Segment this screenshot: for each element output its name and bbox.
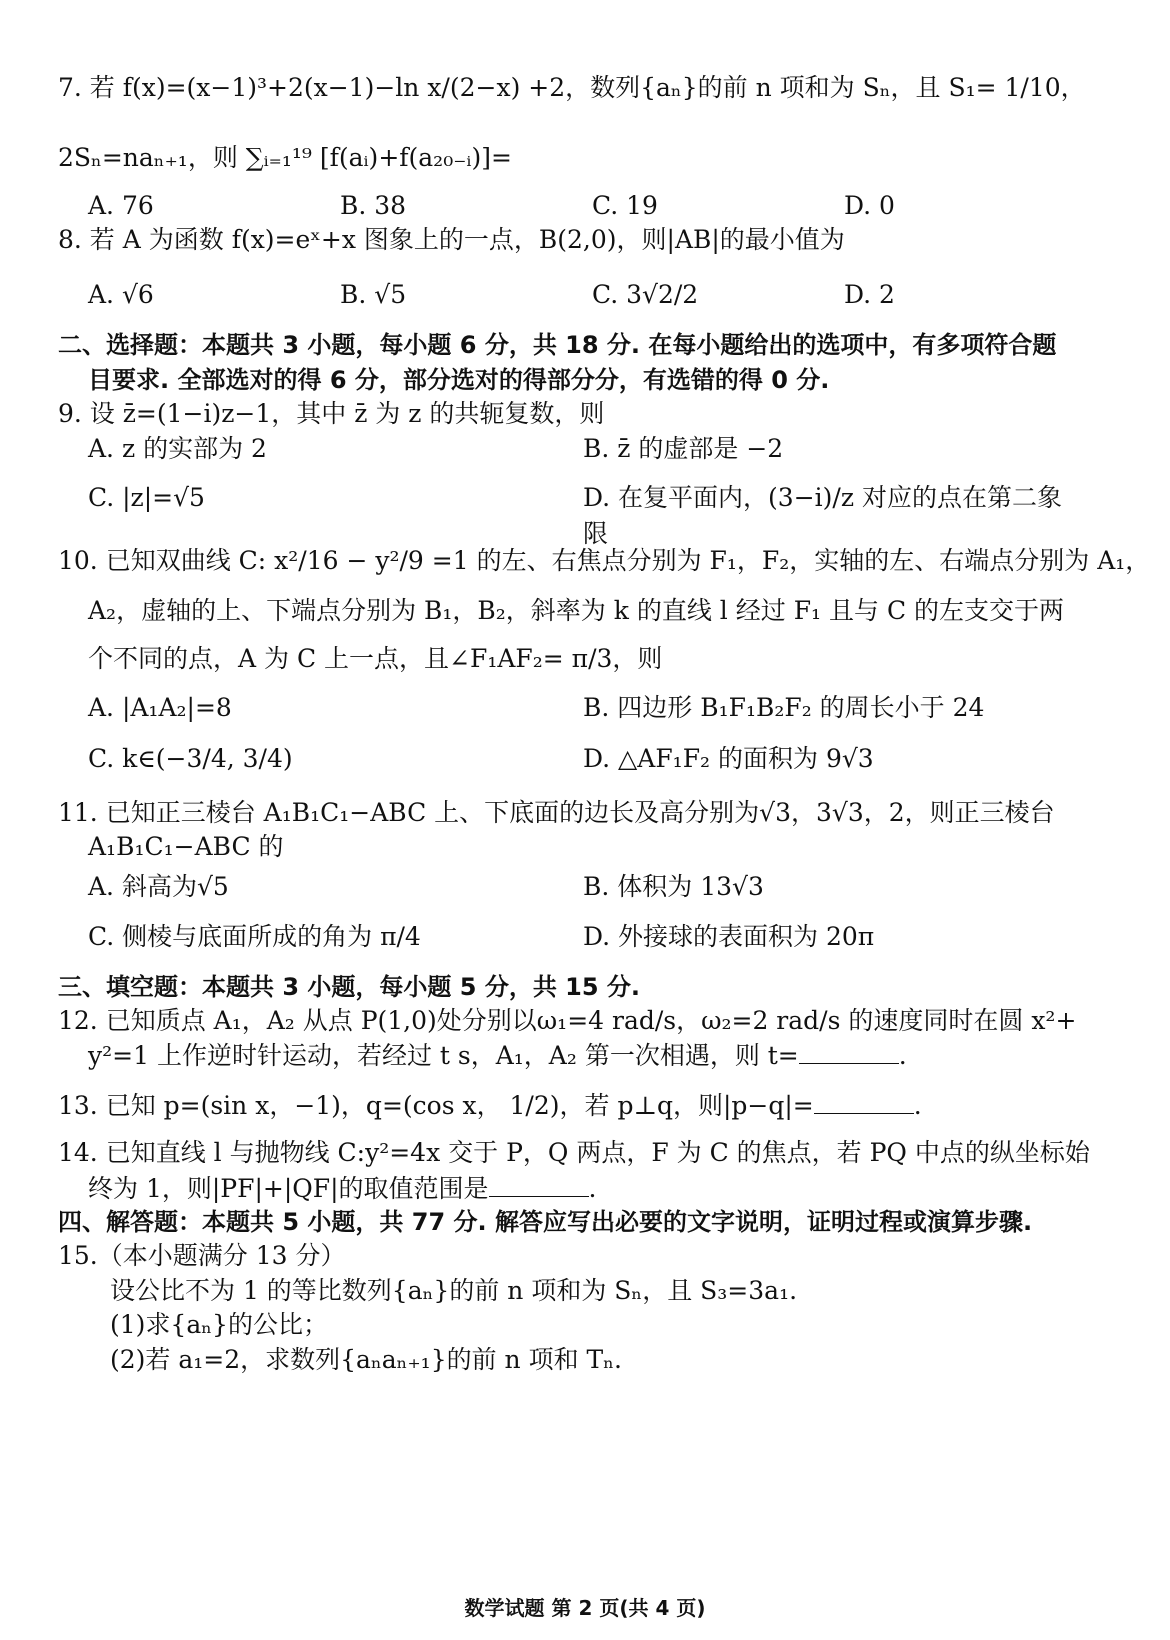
q14-line2-text: 终为 1，则|PF|+|QF|的取值范围是 [88,1174,489,1203]
q13-answer-blank[interactable] [814,1087,914,1114]
q11-options-row2 [88,919,1110,955]
q13-line [58,1087,1110,1124]
q13-stem: 13. 已知 p=(sin x，−1)，q=(cos x， 1/2)，若 p⊥q，则|p−q|= [58,1091,814,1120]
q10-option-b: B. 四边形 B₁F₁B₂F₂ 的周长小于 24 [583,693,985,722]
q15-part1: (1)求{aₙ}的公比； [110,1310,328,1339]
q14-line1: 14. 已知直线 l 与抛物线 C:y²=4x 交于 P，Q 两点，F 为 C 的焦点，若 PQ 中点的纵坐标始 [58,1138,1090,1167]
q8-option-a: A. √6 [88,280,154,309]
q7-options [88,188,1110,224]
q10-options-row1 [88,690,1110,726]
q9-option-a: A. z 的实部为 2 [88,434,267,463]
q7-line1: 7. 若 f(x)=(x−1)³+2(x−1)−ln x/(2−x) +2，数列{aₙ}的前 n 项和为 Sₙ，且 S₁= 1/10， [58,73,1086,102]
q15-part2: (2)若 a₁=2，求数列{aₙaₙ₊₁}的前 n 项和 Tₙ. [110,1345,622,1374]
q14-period: . [588,1174,597,1203]
q7-option-c: C. 19 [592,191,658,220]
q11-option-a: A. 斜高为√5 [88,872,229,901]
q8-options [88,277,1110,313]
q7-option-a: A. 76 [88,191,154,220]
q12-line1: 12. 已知质点 A₁，A₂ 从点 P(1,0)处分别以ω₁=4 rad/s，ω₂=2 rad/s 的速度同时在圆 x²+ [58,1006,1077,1035]
q12-line2 [88,1037,1110,1074]
q11-option-b: B. 体积为 13√3 [583,872,764,901]
q11-line2: A₁B₁C₁−ABC 的 [88,832,284,861]
page-footer: 数学试题 第 2 页(共 4 页) [464,1596,706,1620]
q7-line2: 2Sₙ=naₙ₊₁，则 ∑ᵢ₌₁¹⁹ [f(aᵢ)+f(a₂₀₋ᵢ)]= [58,143,512,172]
q7-option-b: B. 38 [340,191,407,220]
q9-options-row1 [88,431,1110,467]
q8-option-c: C. 3√2/2 [592,280,699,309]
q9-option-b: B. z̄ 的虚部是 −2 [583,434,784,463]
q11-options-row1 [88,869,1110,905]
q12-answer-blank[interactable] [799,1037,899,1064]
section2-heading-line1: 二、选择题：本题共 3 小题，每小题 6 分，共 18 分. 在每小题给出的选项中，有多项符合题 [58,331,1057,359]
q11-option-c: C. 侧棱与底面所成的角为 π/4 [88,922,421,951]
q7-option-d: D. 0 [844,191,895,220]
q10-option-c: C. k∈(−3/4, 3/4) [88,744,293,773]
q10-line2: A₂，虚轴的上、下端点分别为 B₁，B₂，斜率为 k 的直线 l 经过 F₁ 且与 C 的左支交于两 [88,596,1065,625]
q14-line2 [88,1170,1110,1207]
q12-period: . [898,1041,907,1070]
q10-line1: 10. 已知双曲线 C: x²/16 − y²/9 =1 的左、右焦点分别为 F₁，F₂，实轴的左、右端点分别为 A₁， [58,546,1151,575]
q10-option-a: A. |A₁A₂|=8 [88,693,232,722]
q8-option-b: B. √5 [340,280,407,309]
q12-line2-text: y²=1 上作逆时针运动，若经过 t s，A₁，A₂ 第一次相遇，则 t= [88,1041,799,1070]
q11-line1: 11. 已知正三棱台 A₁B₁C₁−ABC 上、下底面的边长及高分别为√3，3√3，2，则正三棱台 [58,798,1055,827]
q9-options-row2 [88,480,1110,552]
section2-heading-line2: 目要求. 全部选对的得 6 分，部分选对的得部分分，有选错的得 0 分. [88,366,830,394]
q11-option-d: D. 外接球的表面积为 20π [583,922,875,951]
section3-heading: 三、填空题：本题共 3 小题，每小题 5 分，共 15 分. [58,973,641,1001]
q10-options-row2 [88,741,1110,777]
section4-heading: 四、解答题：本题共 5 小题，共 77 分. 解答应写出必要的文字说明，证明过程或演算步骤. [58,1208,1033,1236]
q9-option-d: D. 在复平面内，(3−i)/z 对应的点在第二象限 [583,483,1062,548]
q8-stem: 8. 若 A 为函数 f(x)=eˣ+x 图象上的一点，B(2,0)，则|AB|的最小值为 [58,225,845,254]
q8-option-d: D. 2 [844,280,895,309]
q10-line3: 个不同的点，A 为 C 上一点，且∠F₁AF₂= π/3，则 [88,644,663,673]
q15-stem: 设公比不为 1 的等比数列{aₙ}的前 n 项和为 Sₙ，且 S₃=3a₁. [110,1276,798,1305]
q9-option-c: C. |z|=√5 [88,483,205,512]
q14-answer-blank[interactable] [489,1170,589,1197]
q13-period: . [913,1091,922,1120]
q10-option-d: D. △AF₁F₂ 的面积为 9√3 [583,744,874,773]
q15-title: 15.（本小题满分 13 分） [58,1241,346,1270]
q9-stem: 9. 设 z̄=(1−i)z−1，其中 z̄ 为 z 的共轭复数，则 [58,399,605,428]
